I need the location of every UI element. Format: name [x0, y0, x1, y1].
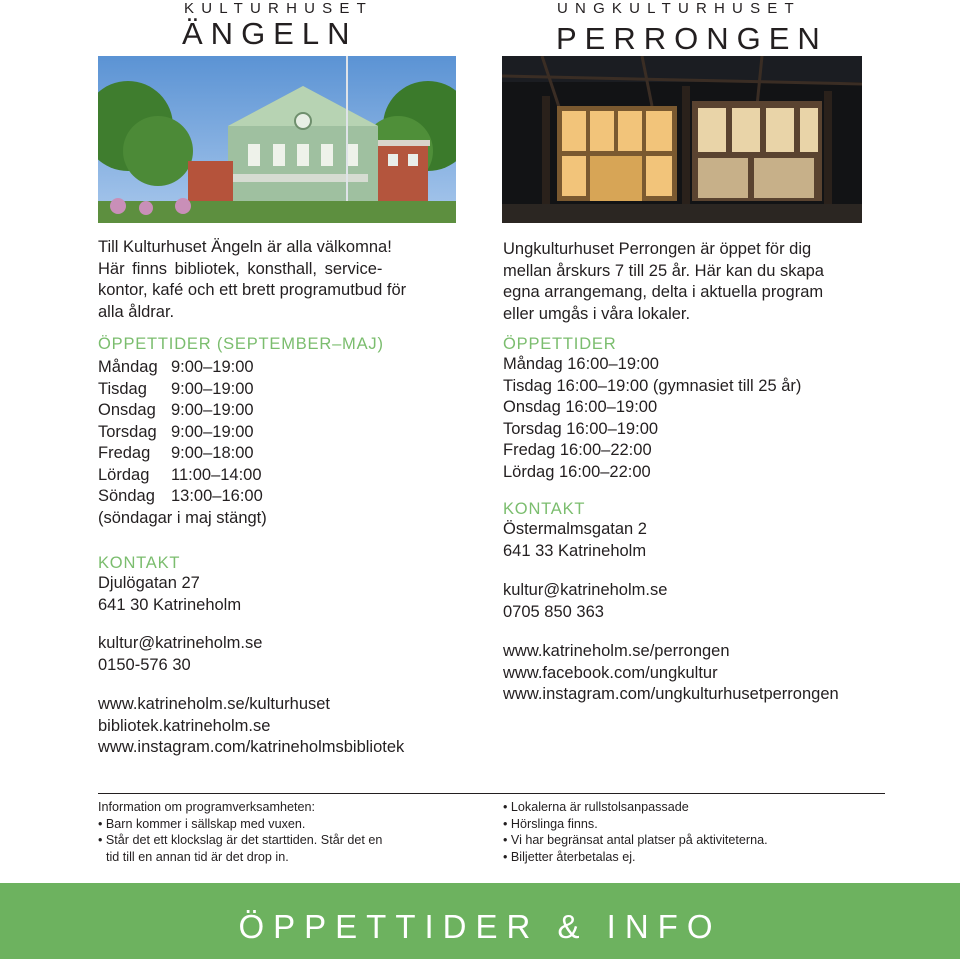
info-bullet: tid till en annan tid är det drop in. — [106, 849, 289, 864]
web-link[interactable]: www.katrineholm.se/perrongen — [503, 642, 730, 660]
left-intro-line: alla åldrar. — [98, 302, 175, 321]
hours-line: Fredag 16:00–22:00 — [503, 441, 652, 459]
right-intro-line: egna arrangemang, delta i aktuella program — [503, 283, 824, 301]
right-intro-line: mellan årskurs 7 till 25 år. Här kan du skapa — [503, 261, 824, 280]
right-intro-line: eller umgås i våra lokaler. — [503, 304, 691, 323]
info-heading: Information om programverksamheten: — [98, 800, 315, 814]
building-photo — [98, 56, 456, 223]
left-title: ÄNGELN — [182, 16, 358, 51]
hours-row — [98, 486, 267, 508]
entrance-photo — [502, 56, 862, 223]
left-intro-line: kontor, kafé och ett brett programutbud för — [98, 281, 407, 299]
right-phone: 0705 850 363 — [503, 602, 604, 621]
info-right — [503, 799, 768, 865]
hours-time: 9:00–19:00 — [171, 379, 254, 398]
info-bullet: • Biljetter återbetalas ej. — [503, 849, 636, 864]
hours-row — [98, 379, 267, 401]
hours-row — [98, 357, 267, 379]
left-links — [98, 694, 404, 759]
address-line: 641 30 Katrineholm — [98, 595, 242, 614]
left-address — [98, 573, 241, 616]
left-contact-heading: KONTAKT — [98, 554, 181, 572]
right-intro — [503, 239, 824, 325]
hours-day: Torsdag — [98, 422, 157, 441]
info-bullet: • Lokalerna är rullstolsanpassade — [503, 800, 689, 814]
hours-time: 11:00–14:00 — [171, 465, 262, 484]
left-hours-heading: ÖPPETTIDER (SEPTEMBER–MAJ) — [98, 335, 384, 353]
info-left — [98, 799, 382, 865]
hours-time: 9:00–19:00 — [171, 401, 254, 419]
hours-day: Måndag — [98, 358, 158, 376]
web-link[interactable]: www.katrineholm.se/kulturhuset — [98, 695, 331, 713]
left-intro-line: Här finns bibliotek, konsthall, service- — [98, 259, 383, 278]
info-bullet: • Hörslinga finns. — [503, 816, 598, 831]
right-links — [503, 641, 839, 706]
info-bullet: • Står det ett klockslag är det starttiden. Står det en — [98, 833, 383, 848]
right-contact-details — [503, 580, 667, 623]
hours-row — [98, 422, 267, 444]
hours-row — [98, 465, 267, 487]
hours-note: (söndagar i maj stängt) — [98, 508, 267, 527]
footer-title: ÖPPETTIDER & INFO — [238, 908, 722, 945]
right-email-link[interactable]: kultur@katrineholm.se — [503, 581, 668, 599]
left-email-link[interactable]: kultur@katrineholm.se — [98, 634, 263, 652]
hours-row — [98, 443, 267, 465]
right-intro-line: Ungkulturhuset Perrongen är öppet för dig — [503, 240, 812, 258]
left-contact-details — [98, 633, 262, 676]
hours-day: Fredag — [98, 444, 151, 462]
hours-day: Tisdag — [98, 379, 147, 398]
hours-row — [98, 400, 267, 422]
address-line: 641 33 Katrineholm — [503, 541, 647, 560]
hours-time: 9:00–18:00 — [171, 444, 254, 462]
right-hours-list — [503, 354, 801, 483]
hours-day: Söndag — [98, 487, 155, 505]
web-link[interactable]: www.facebook.com/ungkultur — [503, 663, 718, 682]
left-phone: 0150-576 30 — [98, 655, 191, 674]
hours-line: Tisdag 16:00–19:00 (gymnasiet till 25 år) — [503, 376, 802, 395]
right-contact-heading: KONTAKT — [503, 500, 586, 518]
hours-time: 13:00–16:00 — [171, 487, 263, 505]
hours-day: Onsdag — [98, 401, 156, 419]
hours-line: Torsdag 16:00–19:00 — [503, 419, 659, 438]
hours-line: Onsdag 16:00–19:00 — [503, 398, 658, 416]
right-title: PERRONGEN — [556, 21, 828, 56]
info-divider — [98, 793, 885, 794]
left-hours-list — [98, 357, 267, 529]
address-line: Östermalmsgatan 2 — [503, 520, 647, 538]
web-link[interactable]: bibliotek.katrineholm.se — [98, 716, 271, 735]
left-intro — [98, 237, 448, 323]
address-line: Djulögatan 27 — [98, 574, 200, 592]
info-bullet: • Barn kommer i sällskap med vuxen. — [98, 816, 306, 831]
left-intro-line: Till Kulturhuset Ängeln är alla välkomna! — [98, 238, 392, 256]
right-kicker: UNGKULTURHUSET — [557, 0, 801, 17]
right-address — [503, 519, 647, 562]
hours-time: 9:00–19:00 — [171, 358, 254, 376]
hours-time: 9:00–19:00 — [171, 422, 254, 441]
hours-line: Måndag 16:00–19:00 — [503, 355, 659, 373]
hours-day: Lördag — [98, 465, 150, 484]
web-link[interactable]: www.instagram.com/ungkulturhusetperrongen — [503, 685, 839, 703]
left-kicker: KULTURHUSET — [184, 0, 373, 17]
hours-line: Lördag 16:00–22:00 — [503, 462, 651, 481]
right-hours-heading: ÖPPETTIDER — [503, 335, 617, 353]
web-link[interactable]: www.instagram.com/katrineholmsbibliotek — [98, 738, 405, 756]
info-bullet: • Vi har begränsat antal platser på aktiviteterna. — [503, 833, 768, 848]
